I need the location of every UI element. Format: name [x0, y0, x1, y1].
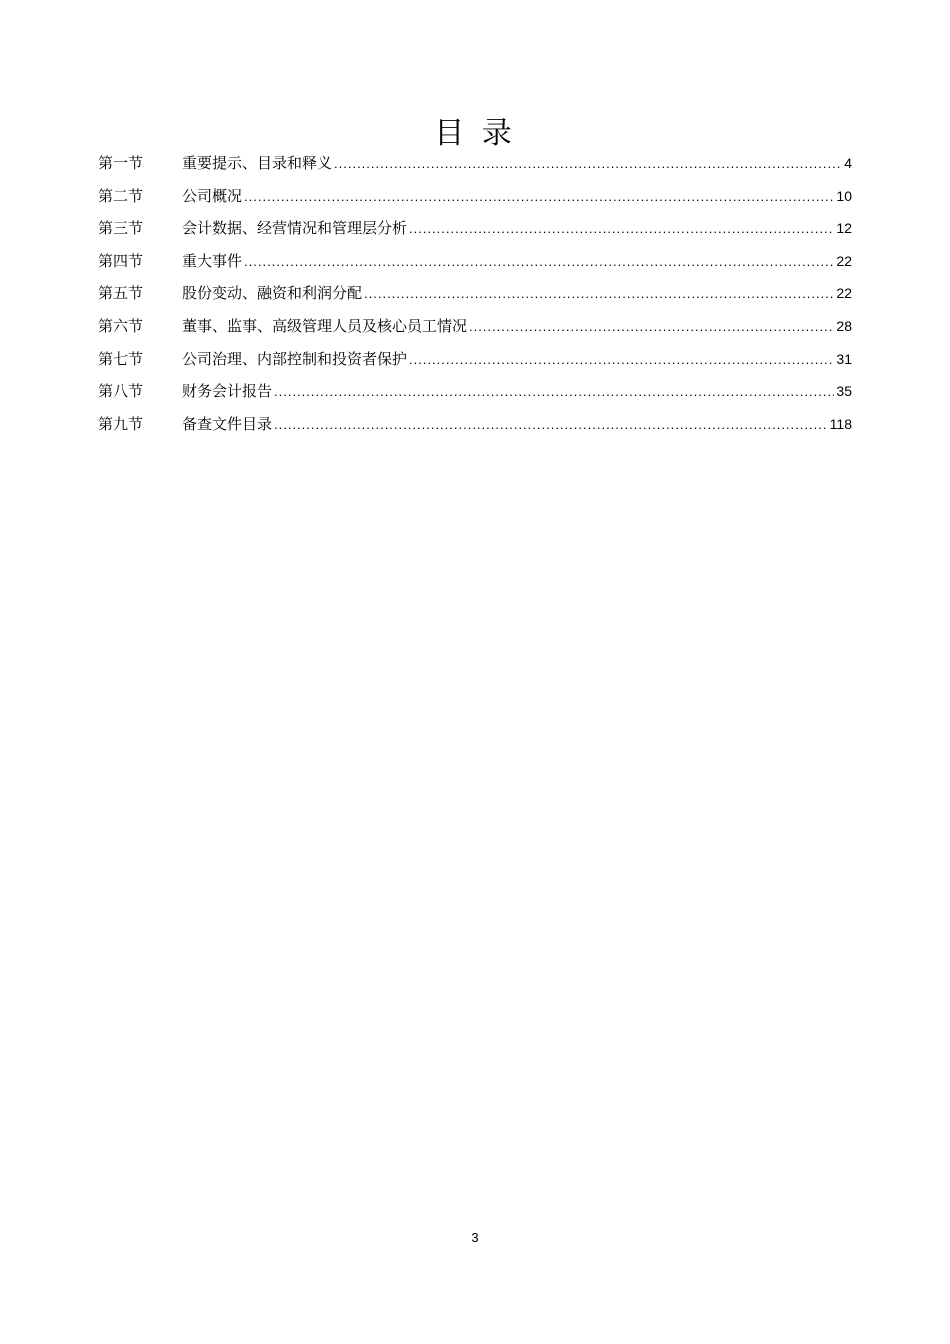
- dot-leader: [244, 246, 834, 279]
- page-number: 3: [471, 1230, 479, 1245]
- toc-page-number: 118: [829, 415, 852, 432]
- toc-section-title: 重要提示、目录和释义: [182, 154, 333, 172]
- toc-entry[interactable]: [98, 245, 852, 278]
- toc-section-title: 会计数据、经营情况和管理层分析: [182, 219, 408, 238]
- toc-entry[interactable]: [98, 147, 852, 180]
- toc-section-number: 第九节: [98, 414, 144, 433]
- toc-section-number: 第七节: [98, 349, 144, 368]
- toc-entry[interactable]: [98, 277, 852, 310]
- toc-entry[interactable]: [98, 343, 852, 376]
- toc-entry[interactable]: [98, 408, 852, 441]
- toc-section-number: 第三节: [98, 219, 144, 238]
- toc-page-number: 22: [836, 252, 852, 269]
- dot-leader: [409, 344, 834, 377]
- toc-list: [98, 147, 852, 440]
- dot-leader: [334, 148, 842, 181]
- toc-section-number: 第四节: [98, 251, 144, 270]
- toc-section-title: 公司概况: [182, 186, 243, 205]
- toc-entry[interactable]: [98, 310, 852, 343]
- dot-leader: [469, 311, 834, 344]
- toc-page-number: 35: [836, 383, 852, 400]
- toc-page-number: 4: [844, 155, 852, 171]
- toc-section-title: 股份变动、融资和利润分配: [182, 284, 363, 303]
- toc-section-number: 第二节: [98, 186, 144, 205]
- toc-section-number: 第五节: [98, 284, 144, 303]
- toc-section-number: 第六节: [98, 316, 144, 335]
- toc-entry[interactable]: [98, 212, 852, 245]
- dot-leader: [409, 213, 834, 246]
- toc-section-title: 财务会计报告: [182, 382, 273, 401]
- toc-section-title: 公司治理、内部控制和投资者保护: [182, 349, 408, 368]
- toc-title: 目 录: [434, 116, 516, 151]
- dot-leader: [244, 181, 834, 214]
- toc-section-number: 第一节: [98, 154, 144, 172]
- toc-entry[interactable]: [98, 375, 852, 408]
- toc-page-number: 22: [836, 285, 852, 302]
- toc-page-number: 31: [836, 350, 852, 367]
- dot-leader: [364, 278, 834, 311]
- dot-leader: [274, 409, 828, 442]
- toc-page-number: 10: [836, 187, 852, 204]
- dot-leader: [274, 376, 834, 409]
- toc-section-title: 重大事件: [182, 251, 243, 270]
- toc-section-title: 备查文件目录: [182, 414, 273, 433]
- toc-entry[interactable]: [98, 180, 852, 213]
- toc-section-title: 董事、监事、高级管理人员及核心员工情况: [182, 316, 468, 335]
- toc-page-number: 12: [836, 220, 852, 237]
- toc-section-number: 第八节: [98, 382, 144, 401]
- toc-page-number: 28: [836, 317, 852, 334]
